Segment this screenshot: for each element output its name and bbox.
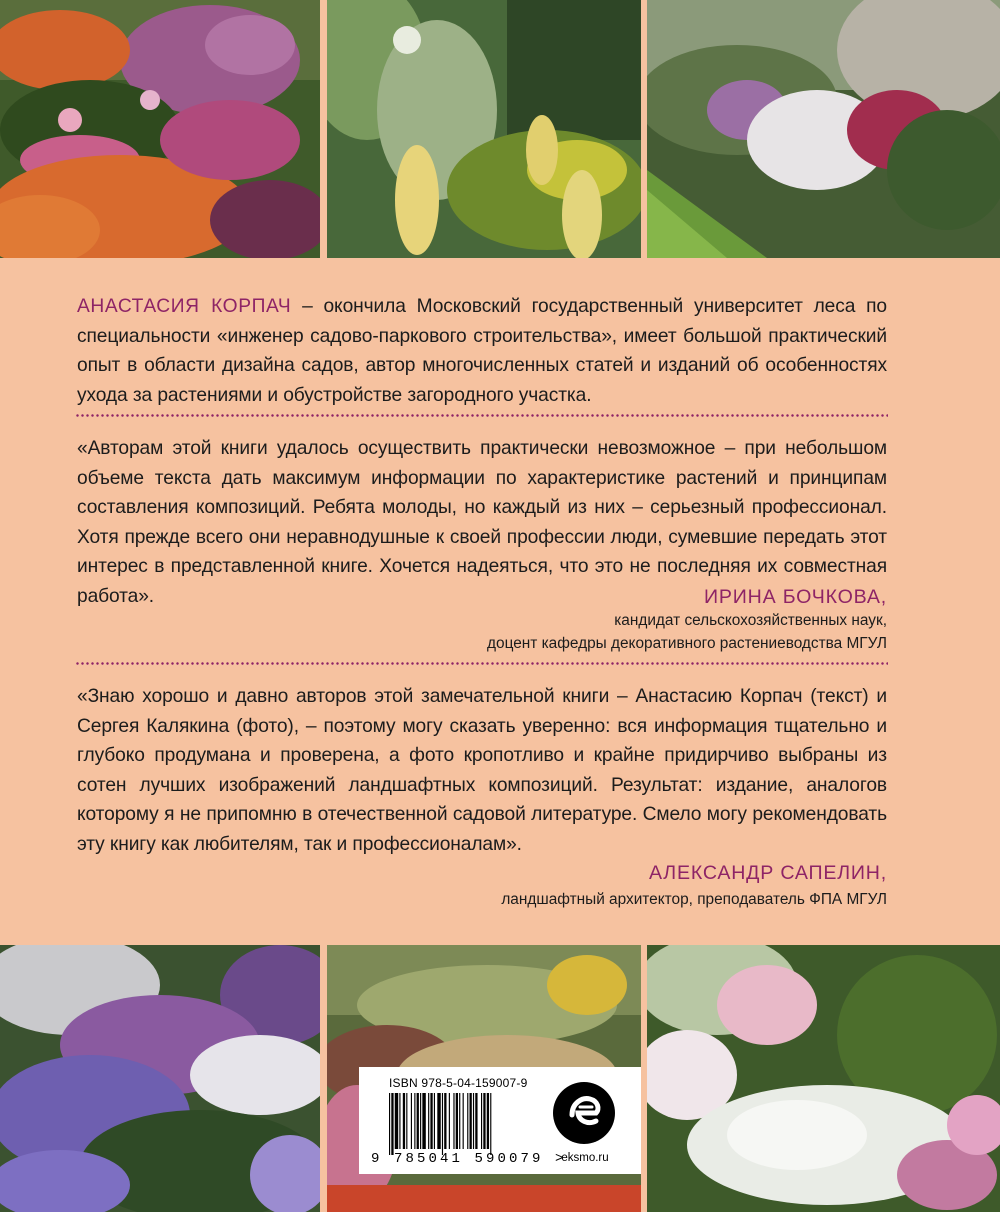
barcode-bar [444,1093,446,1149]
barcode-bar [473,1093,474,1149]
photo-top-left-flower-border [0,0,320,258]
barcode-bar [487,1093,489,1149]
barcode-bar [449,1093,450,1149]
barcode-bar [490,1093,491,1155]
barcode-bar [403,1093,405,1149]
photo-top-right-lawn-border [647,0,1000,258]
barcode-bar [395,1093,398,1149]
review-2-role: ландшафтный архитектор, преподаватель ФПА МГУЛ [501,891,887,908]
dotted-divider-2 [75,662,888,665]
photo-bottom-right-roses-alyssum [647,945,1000,1212]
barcode-bar [463,1093,464,1149]
author-bio [77,292,887,410]
review-2-name: АЛЕКСАНДР САПЕЛИН, [649,862,887,884]
barcode-bar [428,1093,429,1149]
barcode-bar [456,1093,458,1149]
barcode-bar [391,1093,393,1155]
review-1-name: ИРИНА БОЧКОВА, [704,586,887,608]
barcode-bar [483,1093,485,1149]
barcode-bar [411,1093,412,1149]
review-2-quote: «Знаю хорошо и давно авторов этой замечательной книги – Анастасию Корпач (текст) и Сергея Калякина (фото), – поэтому могу сказать уверенно: вся информация тщательно и глубоко продумана и проверена, а фото кропотливо и крайне придирчиво выбраны из сотен лучших изображений ландшафтных композиций. Результат: издание, аналогов которому я не припомню в отечественной садовой литературе. Смело могу рекомендовать эту книгу как любителям, так и профессионалам». [77,686,887,855]
photo-bottom-left-asters [0,945,320,1212]
barcode-bar [389,1093,390,1155]
barcode-bar [467,1093,468,1149]
barcode-bar [414,1093,415,1149]
barcode-bar [406,1093,407,1149]
review-1-role-line-1: кандидат сельскохозяйственных наук, [614,612,887,629]
barcode-bar [434,1093,435,1149]
barcode-bar [420,1093,421,1149]
review-1-signature [287,584,887,655]
isbn-label: ISBN 978-5-04-159007-9 [389,1076,528,1090]
review-1-quote: «Авторам этой книги удалось осуществить практически невозможное – при небольшом объеме текста дать максимум информации по характеристике растений и принципам составления композиций. Ребята молоды, но каждый из них – серьезный профессионал. Хотя прежде всего они неравнодушные к своей профессии люди, сумевшие передать этот интерес в представленной книге. Хочется надеяться, что это не последняя их совместная работа». [77,438,887,607]
eksmo-logo-icon [552,1081,616,1145]
review-1-role-line-2: доцент кафедры декоративного растениеводства МГУЛ [487,634,887,652]
barcode-bar [417,1093,419,1149]
photo-top-middle-lupins [327,0,641,258]
barcode-bar [453,1093,454,1149]
barcode-image [389,1093,544,1155]
barcode-bar [442,1093,443,1155]
barcode-bar [399,1093,400,1149]
dotted-divider-1 [75,414,888,417]
barcode-bar [437,1093,440,1149]
barcode-bar [470,1093,472,1149]
review-2-signature [287,860,887,912]
author-name: АНАСТАСИЯ КОРПАЧ [77,296,292,317]
barcode-digits: 9 785041 590079 > [371,1151,567,1167]
barcode-bar [430,1093,432,1149]
barcode-panel [359,1067,641,1174]
barcode-bar [475,1093,477,1149]
barcode-bar [459,1093,460,1149]
barcode-bar [481,1093,482,1149]
barcode-bar [422,1093,425,1149]
publisher-url: eksmo.ru [561,1152,609,1164]
author-bio-text: – окончила Московский государственный университет леса по специальности «инженер садово-паркового строительства», имеет большой практический опыт в области дизайна садов, автор многочисленных статей и изданий об особенностях ухода за растениями и обустройстве загородного участка. [77,296,887,406]
